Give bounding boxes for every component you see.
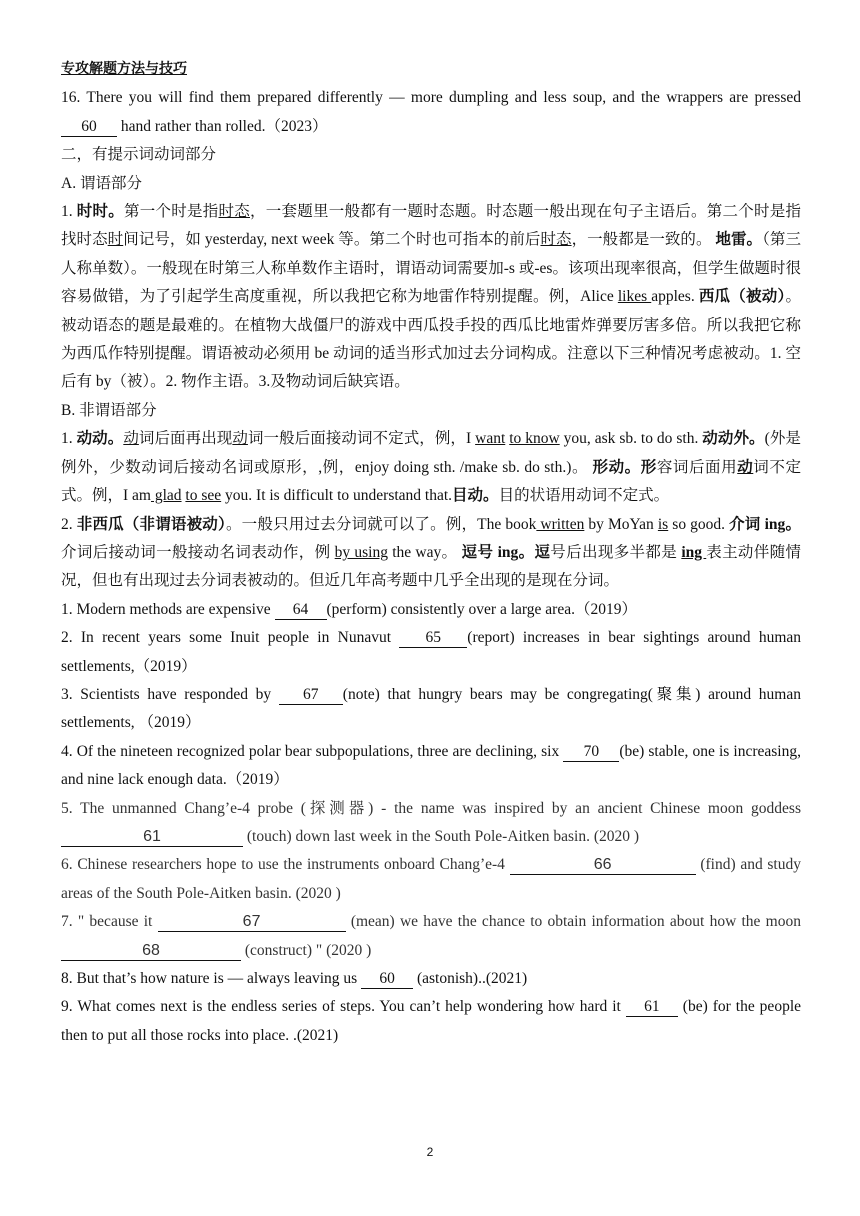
text-run: 间记号，如 yesterday, next week 等。第二个时也可指本的前后	[123, 231, 541, 249]
question-4	[61, 738, 801, 795]
question-text: 9. What comes next is the endless series of steps. You can’t help wondering how hard it	[61, 998, 626, 1016]
answer-blank: 70	[563, 743, 619, 762]
keyword: 动动。	[76, 430, 124, 448]
underlined-text: written	[536, 515, 585, 533]
section-heading: 二，有提示词动词部分	[61, 146, 217, 164]
question-text: 7. " because it	[61, 913, 158, 931]
underlined-text: to know	[509, 430, 560, 448]
question-2	[61, 624, 801, 681]
question-text-end: (find) and study areas of the South Pole-Aitken basin. (2020 )	[61, 856, 801, 902]
underlined-text: 时	[107, 231, 124, 249]
answer-blank: 61	[61, 828, 243, 847]
question-3	[61, 681, 801, 738]
question-9	[61, 993, 801, 1050]
underlined-text: 动	[232, 430, 248, 448]
text-run: 1.	[61, 203, 77, 221]
q16-text: 16. There you will find them prepared differently — more dumpling and less soup, and the wrappers are pressed	[61, 89, 801, 107]
question-text-end: (astonish)..(2021)	[413, 970, 528, 987]
keyword: 地雷。	[715, 231, 763, 249]
keyword: 目动。	[452, 487, 499, 505]
text-run: you, ask sb. to do sth.	[559, 430, 703, 448]
answer-blank: 68	[61, 942, 241, 961]
text-run: 第一个时是指	[124, 203, 219, 221]
keyword: 时时。	[76, 203, 124, 221]
keyword: 逗号 ing。逗	[461, 543, 551, 561]
underlined-keyword: ing	[681, 543, 707, 561]
q16-text-end: hand rather than rolled.（2023）	[117, 117, 328, 135]
text-run: 词后面再出现	[138, 430, 233, 448]
text-run: 词一般后面接动词不定式，例，I	[247, 430, 476, 448]
underlined-text: 时态	[218, 203, 250, 221]
text-run: 表主动伴随情况，但也有出现过去分词表被动的。但近几年高考题中几乎全出现的是现在分词。	[61, 543, 801, 590]
text-run: 。一般只用过去分词就可以了。例，The book	[225, 515, 537, 533]
question-text-end: (note) that hungry bears may be congregating(聚集) around human settlements, （2019）	[61, 685, 801, 732]
question-16	[61, 84, 801, 141]
paragraph-nonpredicate-2	[61, 511, 801, 596]
text-run: so good.	[668, 515, 730, 533]
question-text: 3. Scientists have responded by	[61, 685, 279, 703]
keyword: 介词 ing。	[729, 515, 801, 533]
question-1	[61, 596, 801, 624]
question-7	[61, 908, 801, 965]
keyword: 形动。形	[592, 458, 657, 476]
text-run: 1.	[61, 430, 77, 448]
underlined-text: want	[475, 430, 506, 448]
keyword: 西瓜（被动）	[698, 288, 786, 306]
question-text: 4. Of the nineteen recognized polar bear subpopulations, three are declining, six	[61, 742, 564, 760]
text-run: 。被动语态的题是最难的。在植物大战僵尸的游戏中西瓜投手投的西瓜比地雷炸弹要厉害多倍。所以我把它称为西瓜作特别提醒。谓语被动必须用 be 动词的适当形式加过去分词构成。注意以下三种情况考虑被动。1. 空后有 by（被）。2. 物作主语。3.及物动词后缺宾语。	[61, 288, 801, 391]
underlined-text: 时态	[540, 231, 572, 249]
answer-blank: 67	[279, 686, 343, 705]
question-text: 5. The unmanned Chang’e-4 probe (探测器) - the name was inspired by an ancient Chinese moon goddess	[61, 799, 801, 817]
answer-blank: 64	[275, 601, 327, 620]
page-header: 专攻解题方法与技巧	[61, 62, 187, 77]
text-run: 2.	[61, 515, 77, 533]
underlined-text: is	[657, 515, 669, 533]
question-text: 1. Modern methods are expensive	[61, 600, 275, 618]
answer-blank: 65	[399, 629, 467, 648]
subsection-heading-b: B. 非谓语部分	[61, 401, 157, 419]
underlined-keyword: 动	[737, 458, 754, 476]
question-text: 8. But that’s how nature is — always leaving us	[61, 970, 362, 987]
text-run: the way。	[388, 543, 462, 561]
underlined-text: 动	[123, 430, 139, 448]
answer-blank: 67	[158, 913, 346, 932]
text-run: you. It is difficult to understand that.	[221, 487, 453, 505]
text-run: 目的状语用动词不定式。	[498, 487, 670, 505]
question-text-end: (perform) consistently over a large area.（2019）	[326, 600, 637, 618]
question-text-end: (construct) " (2020 )	[241, 941, 372, 959]
text-run: 词不定式。例，I am	[61, 458, 801, 505]
question-6	[61, 851, 801, 908]
paragraph-predicate	[61, 198, 801, 397]
answer-blank: 60	[361, 970, 413, 989]
question-text: 2. In recent years some Inuit people in Nunavut	[61, 629, 400, 647]
question-5	[61, 795, 801, 852]
underlined-text: by using	[334, 543, 388, 561]
keyword: 动动外。	[702, 430, 765, 448]
underlined-text: glad	[150, 487, 182, 505]
answer-blank: 60	[61, 118, 117, 137]
text-run: ，一般都是一致的。	[571, 231, 716, 249]
text-run: 介词后接动词一般接动名词表动作，例	[61, 543, 335, 561]
question-text-end: (report) increases in bear sightings around human settlements,（2019）	[61, 629, 801, 675]
text-run: ，一套题里一般都有一题时态题。时态题一般出现在句子主语后。第二个时是指找时态	[61, 203, 801, 249]
text-run: apples.	[651, 288, 699, 306]
text-run: （第三人称单数）。一般现在时第三人称单数作主语时，谓语动词需要加-s 或-es。该项出现率很高，但学生做题时很容易做错，为了引起学生高度重视，所以我把它称为地雷作特别提醒。例，Alice	[61, 231, 801, 306]
underlined-text: to see	[185, 487, 222, 505]
keyword: 非西瓜（非谓语被动）	[76, 515, 226, 533]
question-text: 6. Chinese researchers hope to use the instruments onboard Chang’e-4	[61, 856, 510, 874]
answer-blank: 66	[510, 856, 696, 875]
question-8	[61, 965, 801, 993]
text-run: by MoYan	[584, 515, 658, 533]
text-run: (外是例外，少数动词后接动名词或原形，,例，enjoy doing sth. /make sb. do sth.)。	[61, 430, 801, 476]
question-text-end: (be) stable, one is increasing, and nine lack enough data.（2019）	[61, 742, 801, 789]
question-text-end: (touch) down last week in the South Pole-Aitken basin. (2020 )	[243, 827, 640, 845]
document-body	[61, 56, 801, 1050]
answer-blank: 61	[626, 998, 678, 1017]
text-run: 号后出现多半都是	[550, 543, 682, 561]
subsection-heading-a: A. 谓语部分	[61, 174, 142, 192]
question-text-end: (be) for the people then to put all those rocks into place. .(2021)	[61, 998, 802, 1044]
underlined-text: likes	[617, 288, 652, 306]
paragraph-nonpredicate-1	[61, 425, 801, 510]
question-text: (mean) we have the chance to obtain information about how the moon	[345, 913, 801, 931]
page-number: 2	[426, 1145, 434, 1159]
text-run: 容词后面用	[656, 458, 738, 476]
